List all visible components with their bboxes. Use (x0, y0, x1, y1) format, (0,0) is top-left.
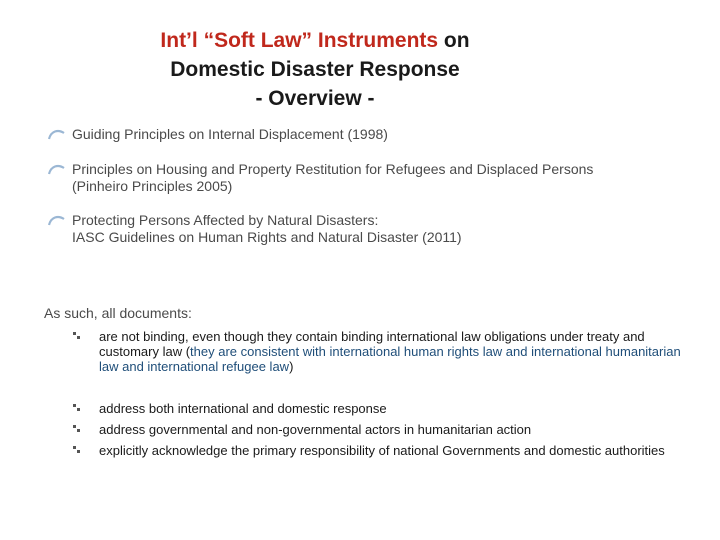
sub-item-text-end: ) (289, 359, 294, 374)
list-item-text: Principles on Housing and Property Restitution for Refugees and Displaced Persons (72, 161, 594, 177)
curved-arrow-icon (48, 162, 66, 176)
sub-list-item (72, 401, 682, 416)
list-item-text: Protecting Persons Affected by Natural Disasters: (72, 212, 379, 228)
sub-item-text: explicitly acknowledge the primary responsibility of national Governments and domestic authorities (99, 443, 665, 458)
instrument-list (48, 126, 688, 246)
sub-list (72, 329, 682, 374)
sub-item-text: address both international and domestic response (99, 401, 387, 416)
sub-list-item (72, 329, 682, 374)
square-bullet-icon (73, 425, 80, 432)
curved-arrow-icon (48, 213, 66, 227)
curved-arrow-icon (48, 127, 66, 141)
title-line-2: Domestic Disaster Response (170, 58, 460, 81)
list-item-text-2: (Pinheiro Principles 2005) (72, 178, 233, 194)
square-bullet-icon (73, 332, 80, 339)
intro-text: As such, all documents: (44, 305, 192, 321)
list-item (48, 161, 688, 195)
sub-list-item (72, 422, 682, 437)
slide-title (120, 26, 510, 113)
square-bullet-icon (73, 446, 80, 453)
title-line-1-rest: on (438, 29, 470, 52)
sub-item-text: are not binding, even though they contain binding international law obligations under treaty and customary law ( (99, 329, 645, 359)
sub-list-item (72, 443, 682, 458)
list-item-text: Guiding Principles on Internal Displacement (1998) (72, 126, 388, 142)
sub-item-highlight: they are consistent with international human rights law and international humanitarian law and international refugee law (99, 344, 681, 374)
sub-list (72, 401, 682, 458)
square-bullet-icon (73, 404, 80, 411)
sub-item-text: address governmental and non-governmental actors in humanitarian action (99, 422, 532, 437)
list-item-text-2: IASC Guidelines on Human Rights and Natural Disaster (2011) (72, 229, 462, 245)
list-item (48, 212, 688, 246)
title-line-1 (120, 26, 510, 55)
title-line-3: - Overview - (255, 87, 375, 110)
list-item (48, 126, 688, 143)
title-highlight: Int’l “Soft Law” Instruments (160, 29, 439, 52)
